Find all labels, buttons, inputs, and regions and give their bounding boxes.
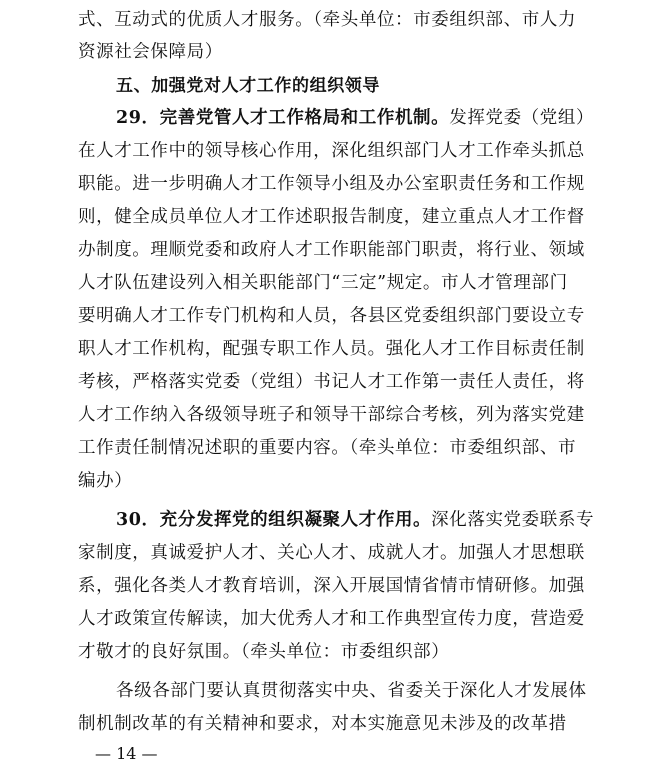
- page-number: — 14 —: [95, 744, 158, 763]
- text-line: 各级各部门要认真贯彻落实中央、省委关于深化人才发展体: [116, 681, 587, 701]
- item-body: 发挥党委（党组）: [449, 108, 595, 128]
- text-line: 制机制改革的有关精神和要求，对本实施意见未涉及的改革措: [78, 714, 567, 734]
- text-line: 要明确人才工作专门机构和人员，各县区党委组织部门要设立专: [78, 306, 585, 326]
- text-line: 则，健全成员单位人才工作述职报告制度，建立重点人才工作督: [78, 207, 585, 227]
- item-body: 深化落实党委联系专: [431, 510, 595, 530]
- text-line: 才敬才的良好氛围。（牵头单位：市委组织部）: [78, 642, 450, 662]
- text-line: 职能。进一步明确人才工作领导小组及办公室职责任务和工作规: [78, 174, 585, 194]
- text-line: 工作责任制情况述职的重要内容。（牵头单位：市委组织部、市: [78, 438, 577, 458]
- text-line: 式、互动式的优质人才服务。（牵头单位：市委组织部、市人力: [78, 10, 577, 30]
- item-title: 30．充分发挥党的组织凝聚人才作用。: [116, 510, 432, 530]
- text-line: 人才工作纳入各级领导班子和领导干部综合考核，列为落实党建: [78, 405, 585, 425]
- text-line: 在人才工作中的领导核心作用，深化组织部门人才工作牵头抓总: [78, 141, 585, 161]
- text-line: 人才队伍建设列入相关职能部门“三定”规定。市人才管理部门: [78, 273, 568, 293]
- item-title: 29．完善党管人才工作格局和工作机制。: [116, 108, 450, 128]
- text-line: 编办）: [78, 471, 133, 491]
- text-line: 考核，严格落实党委（党组）书记人才工作第一责任人责任，将: [78, 372, 585, 392]
- text-line: 系，强化各类人才教育培训，深入开展国情省情市情研修。加强: [78, 576, 585, 596]
- text-line: [116, 504, 594, 536]
- text-line: 办制度。理顺党委和政府人才工作职能部门职责，将行业、领域: [78, 240, 585, 260]
- text-line: 人才政策宣传解读，加大优秀人才和工作典型宣传力度，营造爱: [78, 609, 585, 629]
- text-line: 资源社会保障局）: [78, 42, 223, 62]
- text-line: [116, 102, 594, 134]
- section-heading: 五、加强党对人才工作的组织领导: [116, 76, 380, 96]
- text-line: 家制度，真诚爱护人才、关心人才、成就人才。加强人才思想联: [78, 543, 585, 563]
- text-line: 职人才工作机构，配强专职工作人员。强化人才工作目标责任制: [78, 339, 585, 359]
